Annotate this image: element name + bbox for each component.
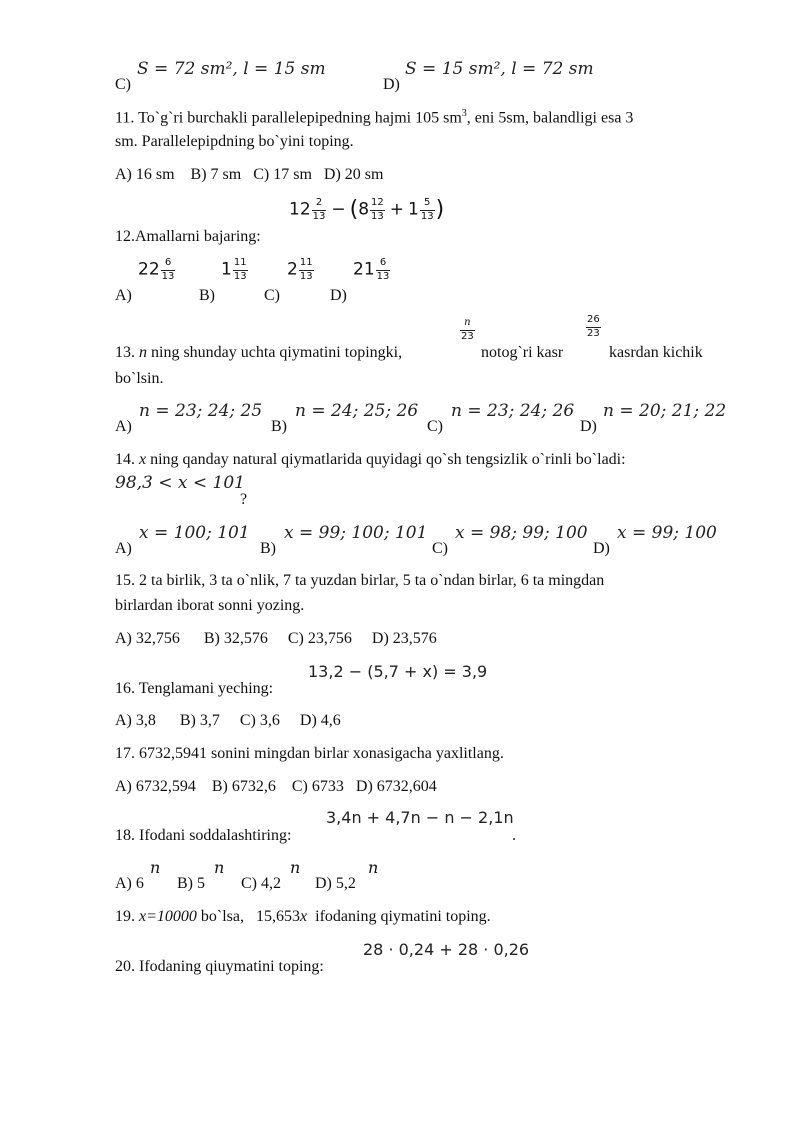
q18-option-c: C) 4,2 [241, 875, 281, 892]
q18-trailing-dot: . [512, 827, 516, 844]
q14-option-b-label: B) [260, 540, 276, 557]
q18-question-label: 18. Ifodani soddalashtiring: [115, 827, 292, 844]
q15-question-line1: 15. 2 ta birlik, 3 ta o`nlik, 7 ta yuzdan birlar, 5 ta o`ndan birlar, 6 ta mingdan [115, 572, 605, 589]
q12-option-b-value: 1 $\frac{11}{13}$ [221, 257, 247, 282]
q13-option-b-label: B) [271, 418, 287, 435]
q13-option-c-value: n = 23; 24; 26 [451, 401, 575, 421]
q13-option-a-label: A) [115, 418, 132, 435]
q12-option-a-value: 22 $\frac{6}{13}$ [138, 257, 175, 282]
q19-question: 19. x=10000 bo`lsa, 15,653x ifodaning qiymatini toping. [115, 908, 491, 925]
q14-option-c-label: C) [432, 540, 448, 557]
q14-question-mark: ? [240, 491, 248, 508]
q12-option-d-value: 21 $\frac{6}{13}$ [353, 257, 390, 282]
q13-option-b-value: n = 24; 25; 26 [295, 401, 419, 421]
q13-option-c-label: C) [427, 418, 443, 435]
q18-option-d: D) 5,2 [315, 875, 356, 892]
q14-question-line1: 14. x ning qanday natural qiymatlarida quyidagi qo`sh tengsizlik o`rinli bo`ladi: [115, 451, 626, 468]
q12-option-c-value: 2 $\frac{11}{13}$ [287, 257, 313, 282]
q12-question-label: 12.Amallarni bajaring: [115, 228, 261, 245]
q14-option-c-value: x = 98; 99; 100 [455, 523, 588, 543]
q11-question-line1: 11. To`g`ri burchakli parallelepipedning hajmi 105 $sm^3$, eni 5sm, balandligi esa 3 [115, 108, 634, 127]
q14-option-a-label: A) [115, 540, 132, 557]
q10-option-d-formula: S = 15 sm², l = 72 sm [405, 59, 594, 79]
q18-option-b: B) 5 [177, 875, 205, 892]
q14-option-d-label: D) [593, 540, 610, 557]
q18-option-c-variable: n [290, 858, 301, 877]
q20-question-label: 20. Ifodaning qiuymatini toping: [115, 958, 324, 975]
q10-option-d-label: D) [383, 76, 400, 93]
q14-option-a-value: x = 100; 101 [139, 523, 250, 543]
q11-options: A) 16 sm B) 7 sm C) 17 sm D) 20 sm [115, 166, 384, 183]
q12-expression: 12 $\frac{2}{13}$ − (8 $\frac{12}{13}$ + 1 $\frac{5}{13}$ ) [289, 197, 445, 222]
q13-question-text-end: kasrdan kichik [609, 344, 703, 361]
q13-fraction-n-over-23: $\frac{n}{23}$ [461, 317, 474, 342]
q12-option-a-label: A) [115, 287, 132, 304]
q13-fraction-26-over-23: $\frac{26}{23}$ [587, 314, 600, 339]
q13-question-text-mid: notog`ri kasr [481, 344, 564, 361]
q13-question-line2: bo`lsin. [115, 370, 164, 387]
q10-option-c-formula: S = 72 sm², l = 15 sm [137, 59, 326, 79]
q15-question-line2: birlardan iborat sonni yozing. [115, 597, 305, 614]
q17-options: A) 6732,594 B) 6732,6 C) 6733 D) 6732,604 [115, 778, 437, 795]
q14-inequality: 98,3 < x < 101 [115, 473, 245, 493]
q14-option-d-value: x = 99; 100 [617, 523, 717, 543]
q16-question-label: 16. Tenglamani yeching: [115, 680, 274, 697]
q11-question-line2: sm. Parallelepipdning bo`yini toping. [115, 133, 354, 150]
q16-options: A) 3,8 B) 3,7 C) 3,6 D) 4,6 [115, 712, 341, 729]
q18-option-d-variable: n [368, 858, 379, 877]
q13-question-line1: 13. n ning shunday uchta qiymatini topingki, [115, 344, 403, 361]
q17-question: 17. 6732,5941 sonini mingdan birlar xonasigacha yaxlitlang. [115, 745, 504, 762]
q15-options: A) 32,756 B) 32,576 C) 23,756 D) 23,576 [115, 630, 437, 647]
q12-option-b-label: B) [199, 287, 215, 304]
q12-option-c-label: C) [264, 287, 280, 304]
q18-option-b-variable: n [214, 858, 225, 877]
q13-option-d-value: n = 20; 21; 22 [603, 401, 727, 421]
q18-expression: 3,4n + 4,7n − n − 2,1n [326, 808, 514, 827]
q12-option-d-label: D) [330, 287, 347, 304]
q18-option-a: A) 6 [115, 875, 144, 892]
q14-option-b-value: x = 99; 100; 101 [284, 523, 428, 543]
q13-option-a-value: n = 23; 24; 25 [139, 401, 263, 421]
q16-equation: 13,2 − (5,7 + x) = 3,9 [308, 662, 488, 681]
q10-option-c-label: C) [115, 76, 131, 93]
q13-option-d-label: D) [580, 418, 597, 435]
q18-option-a-variable: n [150, 858, 161, 877]
q20-expression: 28 · 0,24 + 28 · 0,26 [363, 940, 530, 959]
